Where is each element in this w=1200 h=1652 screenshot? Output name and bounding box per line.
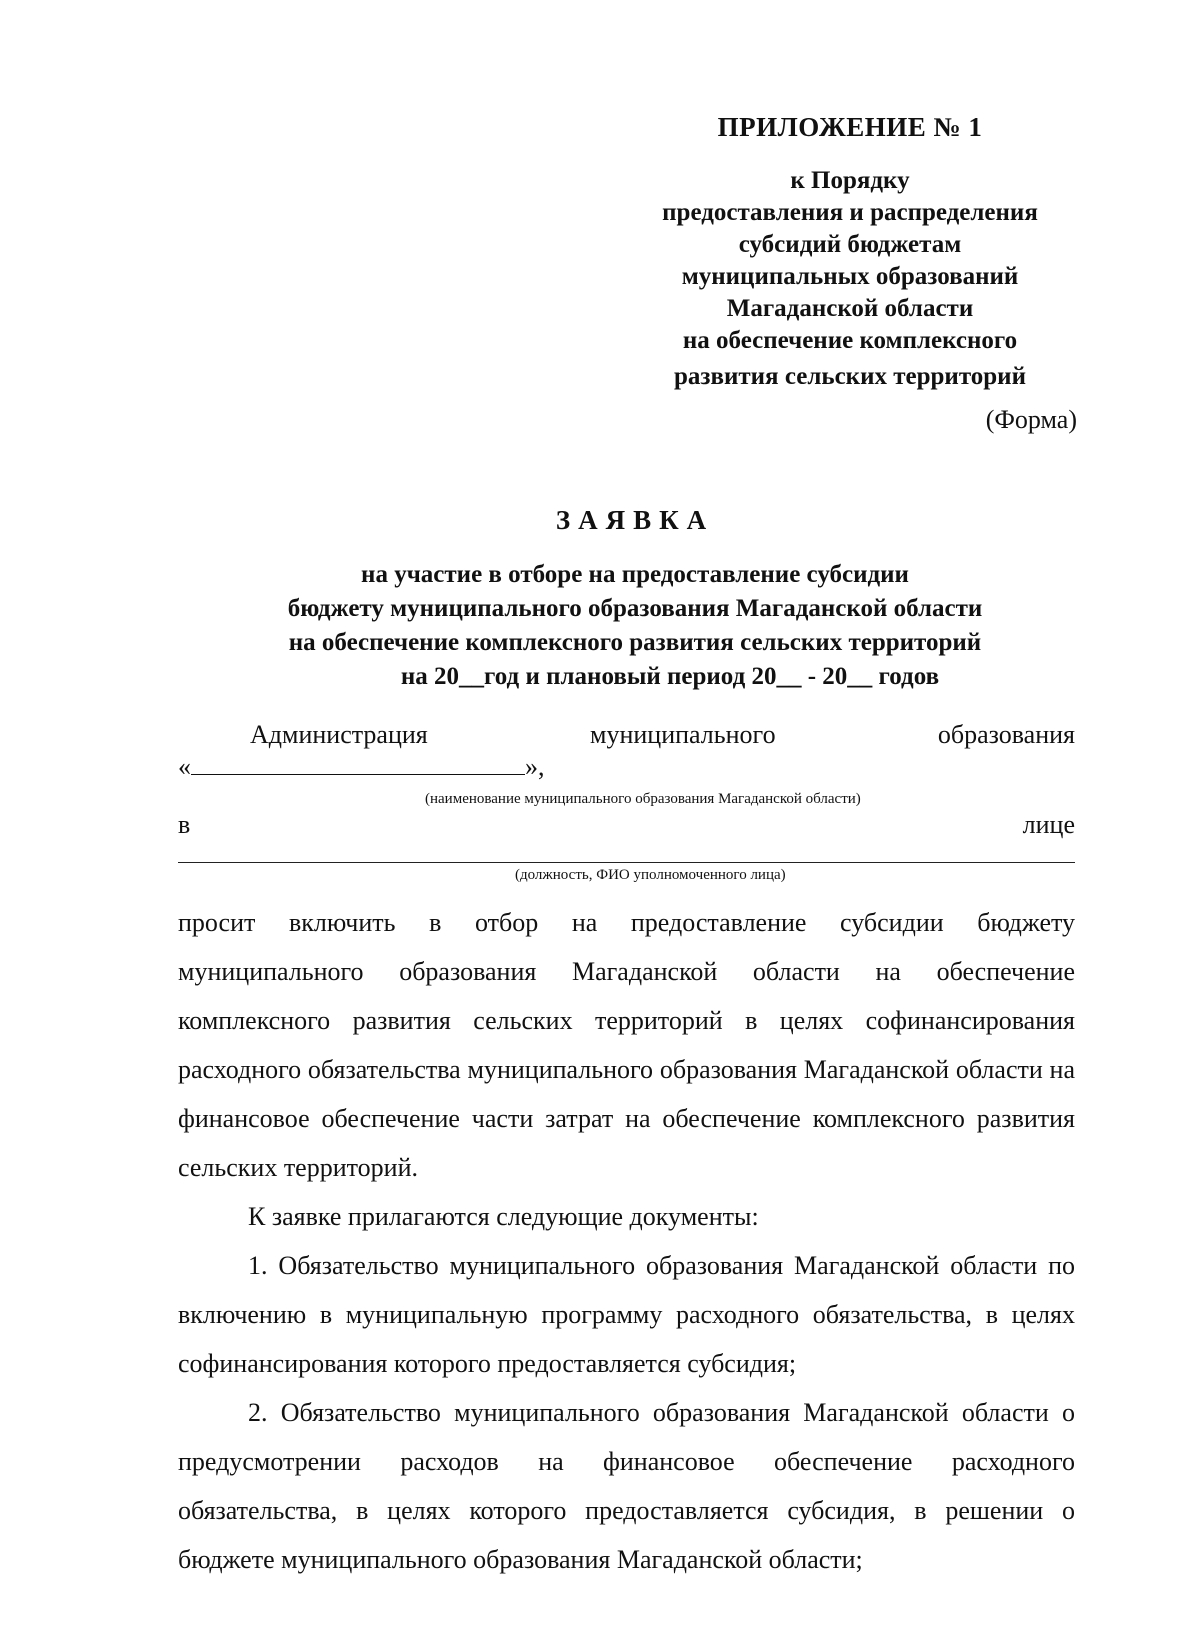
appendix-line: субсидий бюджетам bbox=[738, 231, 962, 258]
admin-word: Администрация bbox=[250, 720, 428, 749]
heading-line: бюджету муниципального образования Магаданской области bbox=[287, 595, 983, 622]
appendix-line: муниципальных образований bbox=[681, 263, 1019, 290]
form-label: (Форма) bbox=[985, 405, 1077, 434]
request-heading bbox=[180, 505, 1090, 694]
in-word: в bbox=[178, 810, 191, 839]
request-body bbox=[178, 898, 1075, 1584]
appendix-title: ПРИЛОЖЕНИЕ № 1 bbox=[717, 112, 983, 142]
admin-word: образования bbox=[937, 720, 1075, 749]
appendix-block bbox=[630, 112, 1070, 393]
face-word: лице bbox=[1022, 810, 1075, 839]
municipality-name-line bbox=[178, 752, 545, 782]
appendix-line: к Порядку bbox=[790, 167, 910, 194]
appendix-line: развития сельских территорий bbox=[674, 363, 1026, 390]
attachment-item: 2. Обязательство муниципального образования Магаданской области о предусмотрении расходов на финансовое обеспечение расходного обязательства, в целях которого предоставляется субсидия, в решении о бюджете муниципального образования Магаданской области; bbox=[178, 1398, 1075, 1574]
heading-line: на участие в отборе на предоставление субсидии bbox=[361, 561, 909, 588]
authorized-person-blank[interactable] bbox=[178, 862, 1075, 863]
attachment-item: 1. Обязательство муниципального образования Магаданской области по включению в муниципальную программу расходного обязательства, в целях софинансирования которого предоставляется субсидия; bbox=[178, 1251, 1075, 1378]
administration-line bbox=[182, 720, 1075, 750]
appendix-line: Магаданской области bbox=[726, 295, 974, 322]
municipality-name-blank[interactable] bbox=[191, 752, 525, 775]
municipality-name-hint: (наименование муниципального образования Магаданской области) bbox=[425, 791, 861, 807]
authorized-person-hint: (должность, ФИО уполномоченного лица) bbox=[515, 867, 786, 883]
appendix-line: на обеспечение комплексного bbox=[682, 327, 1018, 354]
request-title: ЗАЯВКА bbox=[555, 505, 715, 535]
quote-open: « bbox=[178, 752, 191, 781]
body-paragraph: просит включить в отбор на предоставление субсидии бюджету муниципального образования Магаданской области на обеспечение комплексного развития сельских территорий в целях софинансирования расходного обязательства муниципального образования Магаданской области на финансовое обеспечение части затрат на обеспечение комплексного развития сельских территорий. bbox=[178, 908, 1075, 1182]
heading-line: на 20__год и плановый период 20__ - 20__ годов bbox=[400, 663, 940, 690]
quote-close: », bbox=[525, 752, 545, 781]
attachments-intro: К заявке прилагаются следующие документы: bbox=[248, 1202, 759, 1231]
represented-by-line bbox=[178, 810, 1075, 840]
admin-word: муниципального bbox=[590, 720, 776, 749]
heading-line: на обеспечение комплексного развития сельских территорий bbox=[288, 629, 982, 656]
appendix-line: предоставления и распределения bbox=[662, 199, 1038, 226]
